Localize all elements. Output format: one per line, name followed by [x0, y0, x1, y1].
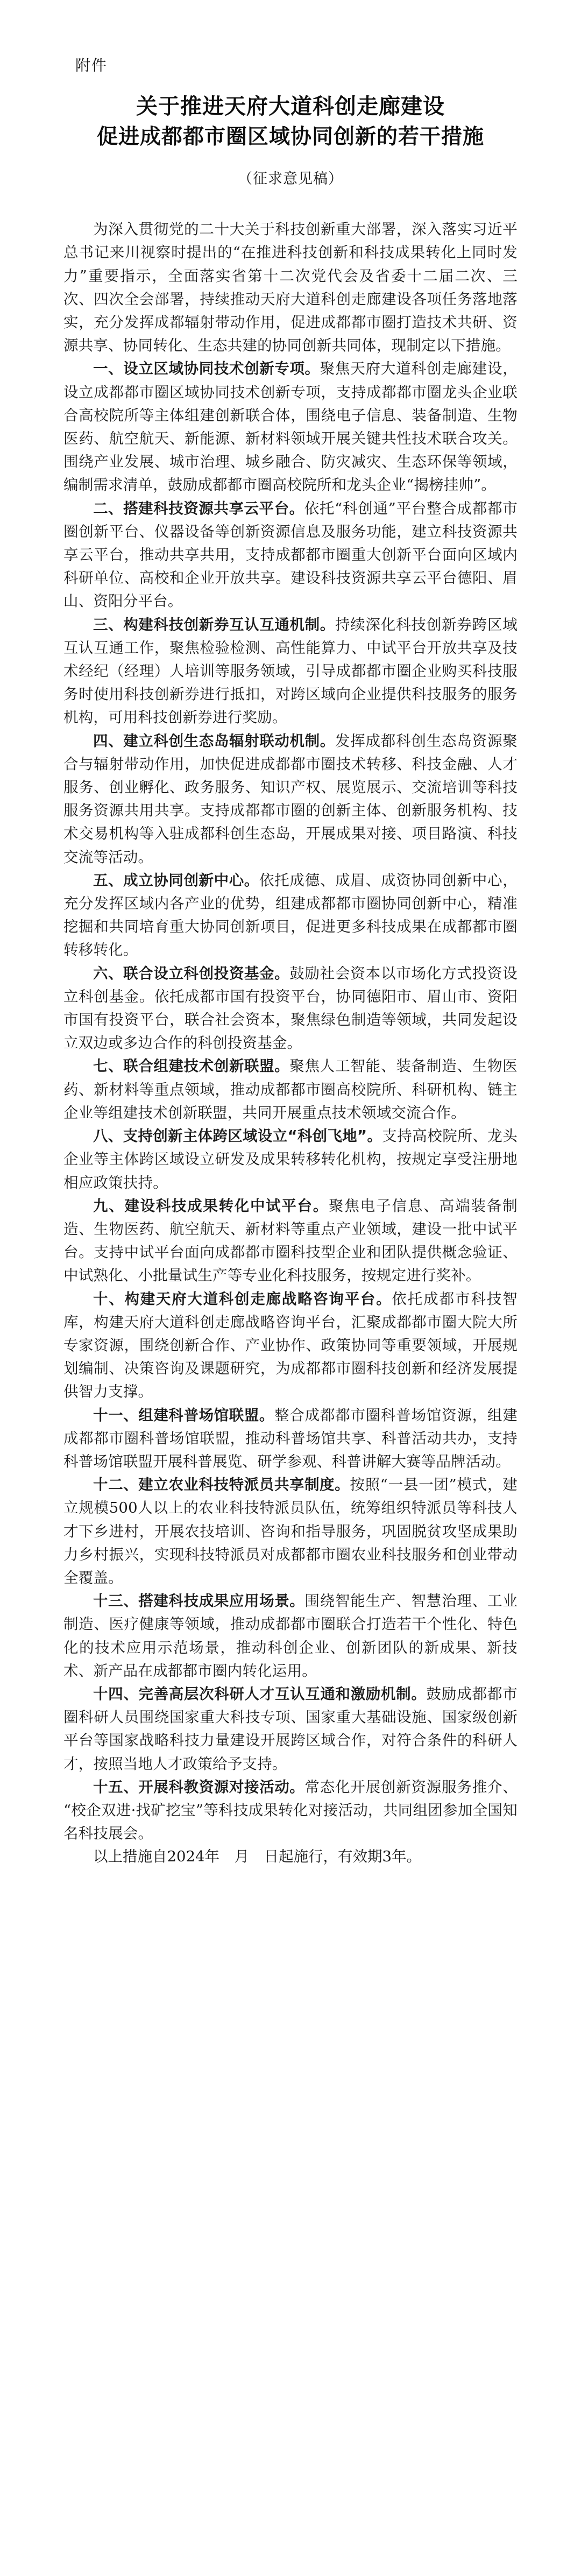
measure-heading: 一、设立区域协同技术创新专项。: [93, 360, 320, 378]
measure-paragraph: [63, 1404, 518, 1474]
title-line-2: 促进成都都市圈区域协同创新的若干措施: [96, 124, 484, 149]
measure-paragraph: [63, 1055, 518, 1125]
attachment-label: 附件: [75, 57, 108, 74]
document-subtitle: （征求意见稿）: [238, 171, 343, 188]
measure-paragraph: [63, 1195, 518, 1288]
measure-heading: 十一、组建科普场馆联盟。: [93, 1406, 275, 1424]
measure-text: 聚焦天府大道科创走廊建设，设立成都都市圈区域协同技术创新专项，支持成都都市圈龙头企业联合高校院所等主体组建创新联合体，围绕电子信息、装备制造、生物医药、航空航天、新能源、新材料领域开展关键共性技术联合攻关。围绕产业发展、城市治理、城乡融合、防灾减灾、生态环保等领域，编制需求清单，鼓励成都都市圈高校院所和龙头企业“揭榜挂帅”。: [63, 360, 518, 494]
measure-text: 聚焦人工智能、装备制造、生物医药、新材料等重点领域，推动成都都市圈高校院所、科研机构、链主企业等组建技术创新联盟，共同开展重点技术领域交流合作。: [63, 1057, 518, 1121]
measure-text: 支持高校院所、龙头企业等主体跨区域设立研发及成果转移转化机构，按规定享受注册地相应政策扶持。: [63, 1127, 518, 1191]
measure-paragraph: [63, 1473, 518, 1590]
measure-heading: 八、支持创新主体跨区域设立“科创飞地”。: [93, 1127, 382, 1145]
measure-text: 持续深化科技创新券跨区域互认互通工作，聚焦检验检测、高性能算力、中试平台开放共享及技术经纪（经理）人培训等服务领域，引导成都都市圈企业购买科技服务时使用科技创新券进行抵扣，对跨区域向企业提供科技服务的服务机构，可用科技创新券进行奖励。: [63, 616, 518, 726]
measure-text: 依托成都市科技智库，构建天府大道科创走廊战略咨询平台，汇聚成都都市圈大院大所专家资源，围绕创新合作、产业协作、政策协同等重要领域，开展规划编制、决策咨询及课题研究，为成都都市圈科技创新和经济发展提供智力支撑。: [63, 1290, 518, 1401]
measure-heading: 九、建设科技成果转化中试平台。: [93, 1197, 329, 1215]
measure-heading: 三、构建科技创新券互认互通机制。: [93, 616, 335, 633]
measure-text: 整合成都都市圈科普场馆资源，组建成都都市圈科普场馆联盟，推动科普场馆共享、科普活动共办，支持科普场馆联盟开展科普展览、研学参观、科普讲解大赛等品牌活动。: [63, 1406, 518, 1470]
measure-heading: 十五、开展科教资源对接活动。: [93, 1778, 305, 1796]
measure-paragraph: [63, 1288, 518, 1404]
preamble-paragraph: 为深入贯彻党的二十大关于科技创新重大部署，深入落实习近平总书记来川视察时提出的“在推进科技创新和科技成果转化上同时发力”重要指示，全面落实省第十二次党代会及省委十二届二次、三次、四次全会部署，持续推动天府大道科创走廊建设各项任务落地落实，充分发挥成都辐射带动作用，促进成都都市圈打造技术共研、资源共享、协同转化、生态共建的协同创新共同体，现制定以下措施。: [63, 221, 518, 355]
measure-paragraph: [63, 1590, 518, 1683]
measure-paragraph: [63, 962, 518, 1055]
measures-list: [63, 357, 518, 1845]
page-title: [63, 91, 518, 152]
measure-paragraph: [63, 357, 518, 497]
measure-heading: 四、建立科创生态岛辐射联动机制。: [93, 732, 335, 750]
measure-paragraph: [63, 1683, 518, 1776]
measure-paragraph: [63, 869, 518, 962]
measure-paragraph: [63, 613, 518, 730]
measure-text: 鼓励成都都市圈科研人员围绕国家重大科技专项、国家重大基础设施、国家级创新平台等国家战略科技力量建设开展跨区域合作，对符合条件的科研人才，按照当地人才政策给予支持。: [63, 1685, 518, 1773]
measure-text: 依托“科创通”平台整合成都都市圈创新平台、仪器设备等创新资源信息及服务功能，建立科技资源共享云平台，推动共享共用，支持成都都市圈重大创新平台面向区域内科研单位、高校和企业开放共享。建设科技资源共享云平台德阳、眉山、资阳分平台。: [63, 499, 518, 610]
measure-heading: 二、搭建科技资源共享云平台。: [93, 499, 304, 517]
measure-text: 发挥成都科创生态岛资源聚合与辐射带动作用，加快促进成都都市圈技术转移、科技金融、人才服务、创业孵化、政务服务、知识产权、展览展示、交流培训等科技服务资源共用共享。支持成都都市圈的创新主体、创新服务机构、技术交易机构等入驻成都科创生态岛，开展成果对接、项目路演、科技交流等活动。: [63, 732, 518, 866]
title-body-spacer: [63, 188, 518, 218]
measure-text: 常态化开展创新资源服务推介、“校企双进·找矿挖宝”等科技成果转化对接活动，共同组团参加全国知名科技展会。: [63, 1778, 518, 1843]
measure-text: 按照“一县一团”模式，建立规模500人以上的农业科技特派员队伍，统筹组织特派员等科技人才下乡进村，开展农技培训、咨询和指导服务，巩固脱贫攻坚成果助力乡村振兴，实现科技特派员对成都都市圈农业科技服务和创业带动全覆盖。: [63, 1476, 518, 1586]
measure-heading: 十三、搭建科技成果应用场景。: [93, 1592, 305, 1610]
title-line-1: 关于推进天府大道科创走廊建设: [136, 94, 445, 119]
measure-paragraph: [63, 497, 518, 613]
measure-paragraph: [63, 1776, 518, 1846]
measure-heading: 五、成立协同创新中心。: [93, 871, 259, 889]
measure-heading: 七、联合组建技术创新联盟。: [93, 1057, 290, 1075]
measure-heading: 六、联合设立科创投资基金。: [93, 964, 290, 982]
closing-paragraph: 以上措施自2024年 月 日起施行，有效期3年。: [93, 1848, 421, 1866]
measure-text: 鼓励社会资本以市场化方式投资设立科创基金。依托成都市国有投资平台，协同德阳市、眉山市、资阳市国有投资平台，联合社会资本，聚焦绿色制造等领域，共同发起设立双边或多边合作的科创投资基金。: [63, 964, 518, 1052]
measure-heading: 十、构建天府大道科创走廊战略咨询平台。: [93, 1290, 392, 1308]
measure-text: 聚焦电子信息、高端装备制造、生物医药、航空航天、新材料等重点产业领域，建设一批中试平台。支持中试平台面向成都都市圈科技型企业和团队提供概念验证、中试熟化、小批量试生产等专业化科技服务，按规定进行奖补。: [63, 1197, 518, 1285]
measure-paragraph: [63, 730, 518, 869]
measure-heading: 十二、建立农业科技特派员共享制度。: [93, 1476, 350, 1494]
measure-text: 围绕智能生产、智慧治理、工业制造、医疗健康等领域，推动成都都市圈联合打造若干个性化、特色化的技术应用示范场景，推动科创企业、创新团队的新成果、新技术、新产品在成都都市圈内转化运用。: [63, 1592, 518, 1679]
measure-heading: 十四、完善高层次科研人才互认互通和激励机制。: [93, 1685, 427, 1703]
measure-text: 依托成德、成眉、成资协同创新中心，充分发挥区域内各产业的优势，组建成都都市圈协同创新中心，精准挖掘和共同培育重大协同创新项目，促进更多科技成果在成都都市圈转移转化。: [63, 871, 518, 959]
measure-paragraph: [63, 1125, 518, 1195]
